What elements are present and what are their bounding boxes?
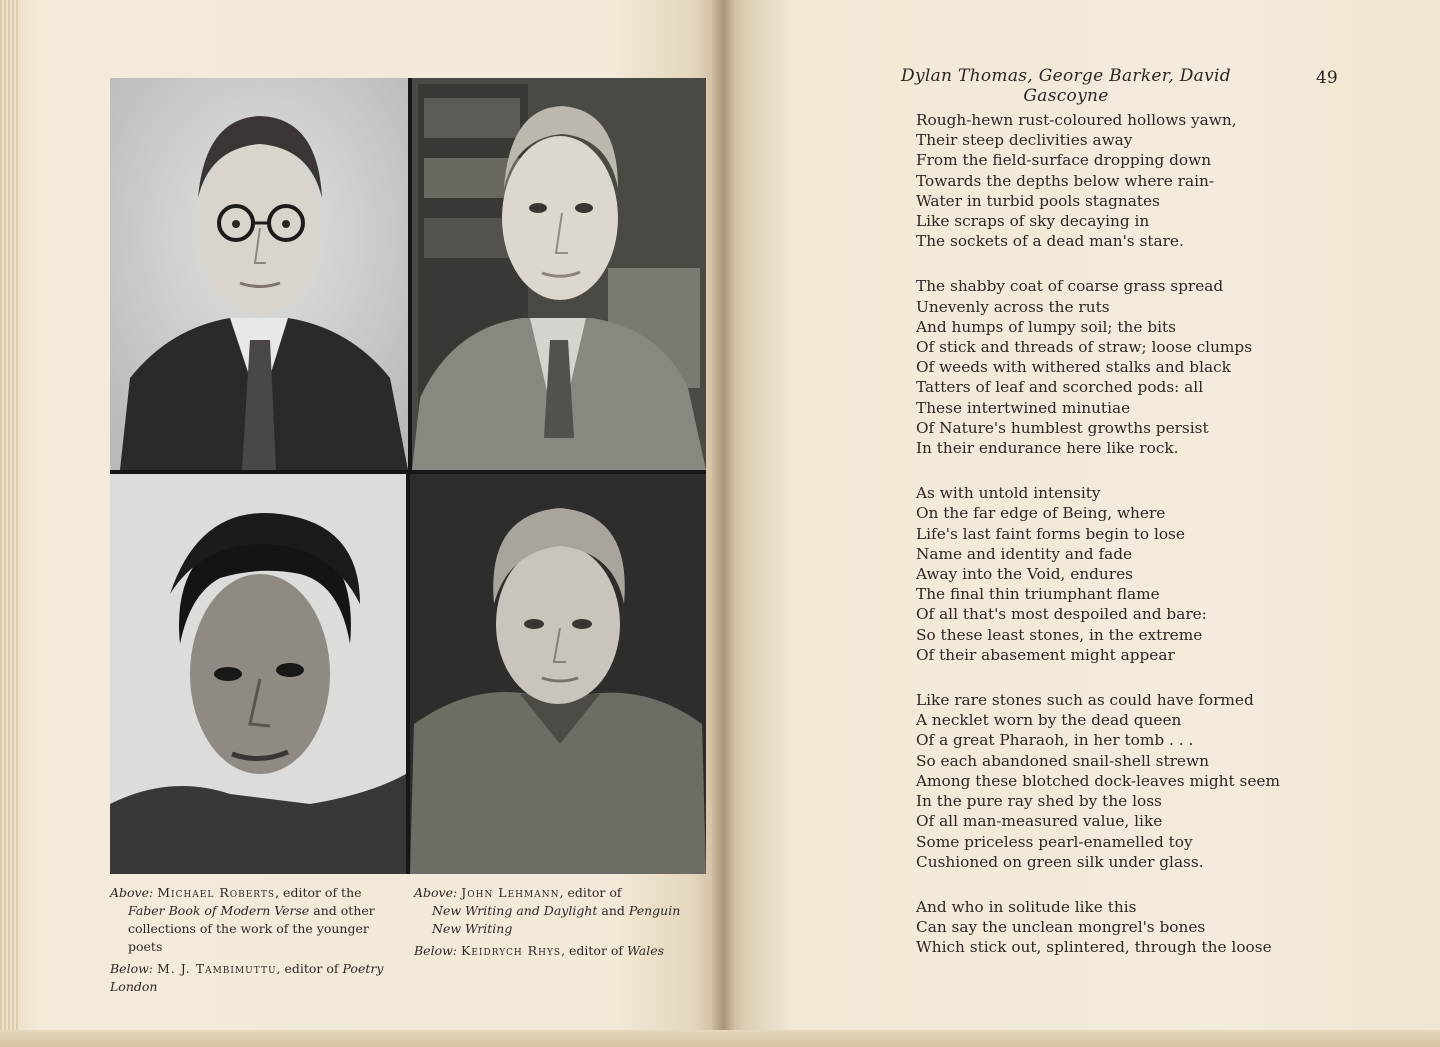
poem-line: Their steep declivities away — [916, 131, 1133, 150]
poem-text — [916, 110, 1336, 983]
poem-line: Cushioned on green silk under glass. — [916, 852, 1204, 871]
poem-line: Unevenly across the ruts — [916, 297, 1110, 316]
poem-line: The shabby coat of coarse grass spread — [916, 277, 1224, 296]
poem-line: The sockets of a dead man's stare. — [916, 232, 1184, 251]
poem-line: Away into the Void, endures — [916, 565, 1133, 584]
caption-above-right: Above: John Lehmann, editor of New Writing and Daylight and Penguin New Writing — [414, 885, 681, 936]
poem-line: Of weeds with withered stalks and black — [916, 358, 1231, 377]
poem-line: In their endurance here like rock. — [916, 439, 1179, 458]
portrait-grid — [110, 78, 706, 874]
page-number: 49 — [1316, 68, 1338, 88]
poem-line: Like rare stones such as could have formed — [916, 691, 1254, 710]
poem-line: From the field-surface dropping down — [916, 151, 1212, 170]
poem-line: Rough-hewn rust-coloured hollows yawn, — [916, 111, 1237, 129]
poem-line: So each abandoned snail-shell strewn — [916, 751, 1209, 770]
poem-stanza — [916, 276, 1336, 458]
running-head: Dylan Thomas, George Barker, David Gascoyne — [901, 66, 1231, 106]
poem-line: Among these blotched dock-leaves might seem — [916, 771, 1280, 790]
poem-line: Life's last faint forms begin to lose — [916, 524, 1185, 543]
poem-line: As with untold intensity — [916, 484, 1101, 503]
poem-line: Of all that's most despoiled and bare: — [916, 605, 1207, 624]
caption-right — [414, 884, 704, 964]
portrait-michael-roberts — [110, 78, 408, 470]
caption-below-right: Below: Keidrych Rhys, editor of Wales — [414, 943, 665, 958]
poem-line: Water in turbid pools stagnates — [916, 191, 1160, 210]
poem-line: Of Nature's humblest growths persist — [916, 418, 1209, 437]
poem-line: Towards the depths below where rain- — [916, 171, 1214, 190]
poem-line: Tatters of leaf and scorched pods: all — [916, 378, 1204, 397]
poem-line: Of their abasement might appear — [916, 645, 1175, 664]
portrait-tambimuttu — [110, 474, 406, 874]
poem-line: Name and identity and fade — [916, 544, 1133, 563]
book-gutter — [712, 0, 736, 1047]
poem-line: Of stick and threads of straw; loose clumps — [916, 338, 1253, 357]
poem-stanza — [916, 483, 1336, 665]
page-bottom-edge — [0, 1030, 1440, 1047]
poem-line: Can say the unclean mongrel's bones — [916, 918, 1206, 937]
poem-stanza — [916, 897, 1336, 958]
poem-line: Like scraps of sky decaying in — [916, 212, 1150, 231]
poem-stanza — [916, 110, 1336, 251]
page-edge — [0, 0, 18, 1047]
poem-stanza — [916, 690, 1336, 872]
poem-line: So these least stones, in the extreme — [916, 625, 1203, 644]
caption-below-left: Below: M. J. Tambimuttu, editor of Poetry London — [110, 961, 384, 994]
poem-line: And humps of lumpy soil; the bits — [916, 317, 1177, 336]
portrait-john-lehmann — [412, 78, 706, 470]
poem-line: These intertwined minutiae — [916, 398, 1131, 417]
poem-line: And who in solitude like this — [916, 897, 1137, 916]
poem-line: A necklet worn by the dead queen — [916, 711, 1182, 730]
caption-above-left: Above: Michael Roberts, editor of the Faber Book of Modern Verse and other collections of the work of the younger poets — [110, 885, 375, 954]
poem-line: On the far edge of Being, where — [916, 504, 1166, 523]
caption-left — [110, 884, 398, 1000]
poem-line: Which stick out, splintered, through the loose — [916, 938, 1272, 957]
poem-line: Some priceless pearl-enamelled toy — [916, 832, 1193, 851]
poem-line: Of all man-measured value, like — [916, 812, 1163, 831]
poem-line: The final thin triumphant flame — [916, 585, 1160, 604]
portrait-keidrych-rhys — [410, 474, 706, 874]
poem-line: Of a great Pharaoh, in her tomb . . . — [916, 731, 1194, 750]
poem-line: In the pure ray shed by the loss — [916, 792, 1162, 811]
